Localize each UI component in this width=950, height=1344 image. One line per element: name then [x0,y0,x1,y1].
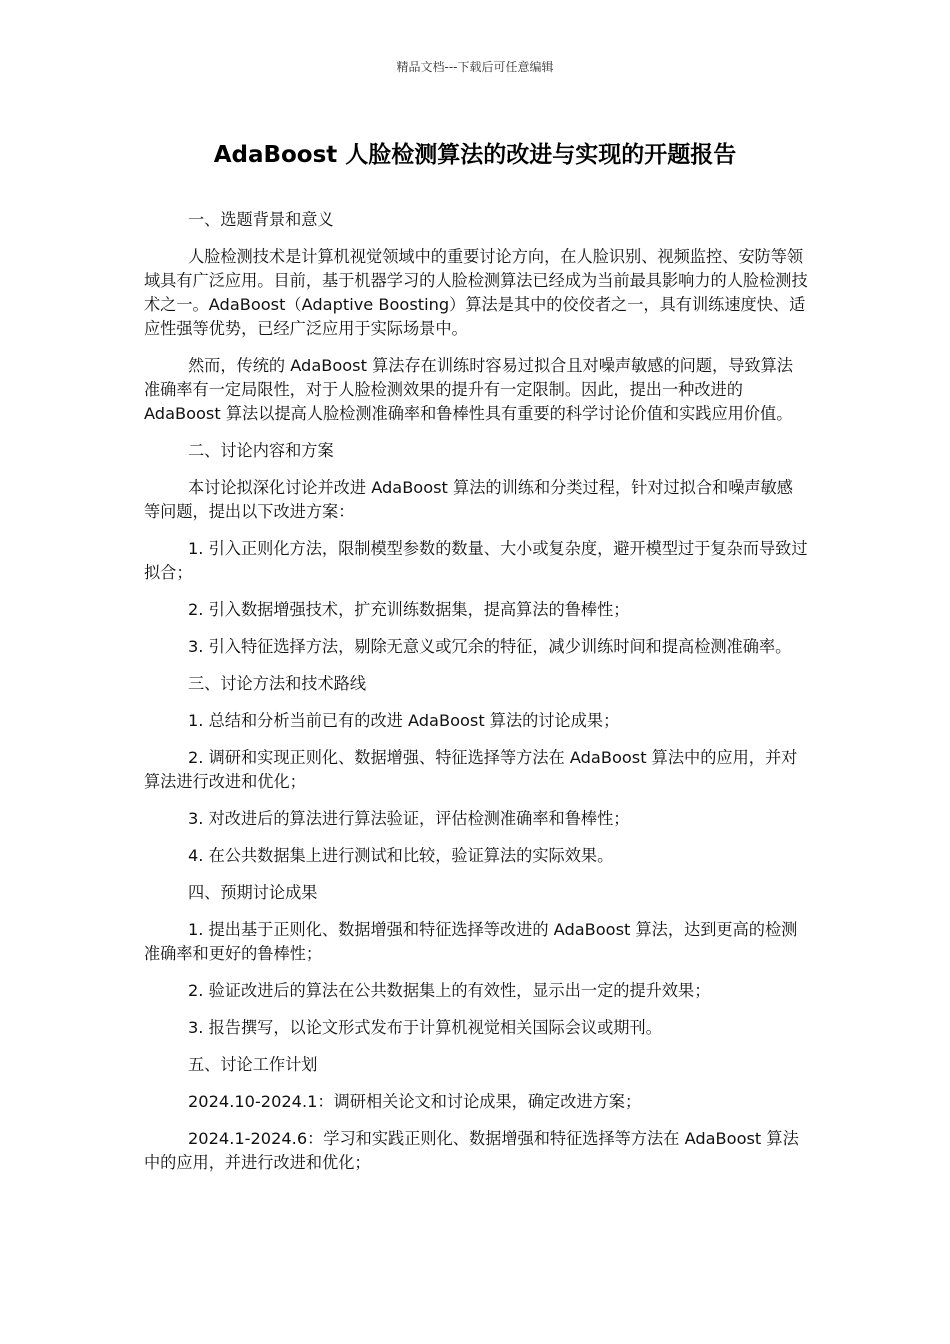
list-item-result-3: 3. 报告撰写，以论文形式发布于计算机视觉相关国际会议或期刊。 [188,1018,662,1037]
list-item-plan-2: 2. 引入数据增强技术，扩充训练数据集，提高算法的鲁棒性； [188,600,630,619]
schedule-item-2: 2024.1-2024.6：学习和实践正则化、数据增强和特征选择等方法在 AdaBoost 算法中的应用，并进行改进和优化； [144,1129,799,1172]
list-item-plan-1: 1. 引入正则化方法，限制模型参数的数量、大小或复杂度，避开模型过于复杂而导致过拟合； [144,539,808,582]
list-item-method-1: 1. 总结和分析当前已有的改进 AdaBoost 算法的讨论成果； [188,711,620,730]
list-item-result-2: 2. 验证改进后的算法在公共数据集上的有效性，显示出一定的提升效果； [188,981,711,1000]
section-heading-methods: 三、讨论方法和技术路线 [188,674,367,693]
paragraph-content-intro: 本讨论拟深化讨论并改进 AdaBoost 算法的训练和分类过程，针对过拟合和噪声敏感等问题，提出以下改进方案： [144,478,793,521]
section-heading-results: 四、预期讨论成果 [188,883,318,902]
document-body [144,208,808,1188]
page-header-note: 精品文档---下载后可任意编辑 [396,60,554,74]
list-item-method-2: 2. 调研和实现正则化、数据增强、特征选择等方法在 AdaBoost 算法中的应用，并对算法进行改进和优化； [144,748,798,791]
list-item-method-4: 4. 在公共数据集上进行测试和比较，验证算法的实际效果。 [188,846,614,865]
section-heading-background: 一、选题背景和意义 [188,210,334,229]
list-item-result-1: 1. 提出基于正则化、数据增强和特征选择等改进的 AdaBoost 算法，达到更高的检测准确率和更好的鲁棒性； [144,920,798,963]
list-item-method-3: 3. 对改进后的算法进行算法验证，评估检测准确率和鲁棒性； [188,809,630,828]
list-item-plan-3: 3. 引入特征选择方法，剔除无意义或冗余的特征，减少训练时间和提高检测准确率。 [188,637,792,656]
document-title: AdaBoost 人脸检测算法的改进与实现的开题报告 [213,142,737,168]
schedule-item-1: 2024.10-2024.1：调研相关论文和讨论成果，确定改进方案； [188,1092,642,1111]
section-heading-schedule: 五、讨论工作计划 [188,1055,318,1074]
paragraph-background-1: 人脸检测技术是计算机视觉领域中的重要讨论方向，在人脸识别、视频监控、安防等领域具有广泛应用。目前，基于机器学习的人脸检测算法已经成为当前最具影响力的人脸检测技术之一。AdaBoost（Adaptive Boosting）算法是其中的佼佼者之一，具有训练速度快、适应性强等优势，已经广泛应用于实际场景中。 [144,247,808,338]
paragraph-background-2: 然而，传统的 AdaBoost 算法存在训练时容易过拟合且对噪声敏感的问题，导致算法准确率有一定局限性，对于人脸检测效果的提升有一定限制。因此，提出一种改进的 AdaBoost 算法以提高人脸检测准确率和鲁棒性具有重要的科学讨论价值和实践应用价值。 [144,356,793,423]
section-heading-content: 二、讨论内容和方案 [188,441,334,460]
